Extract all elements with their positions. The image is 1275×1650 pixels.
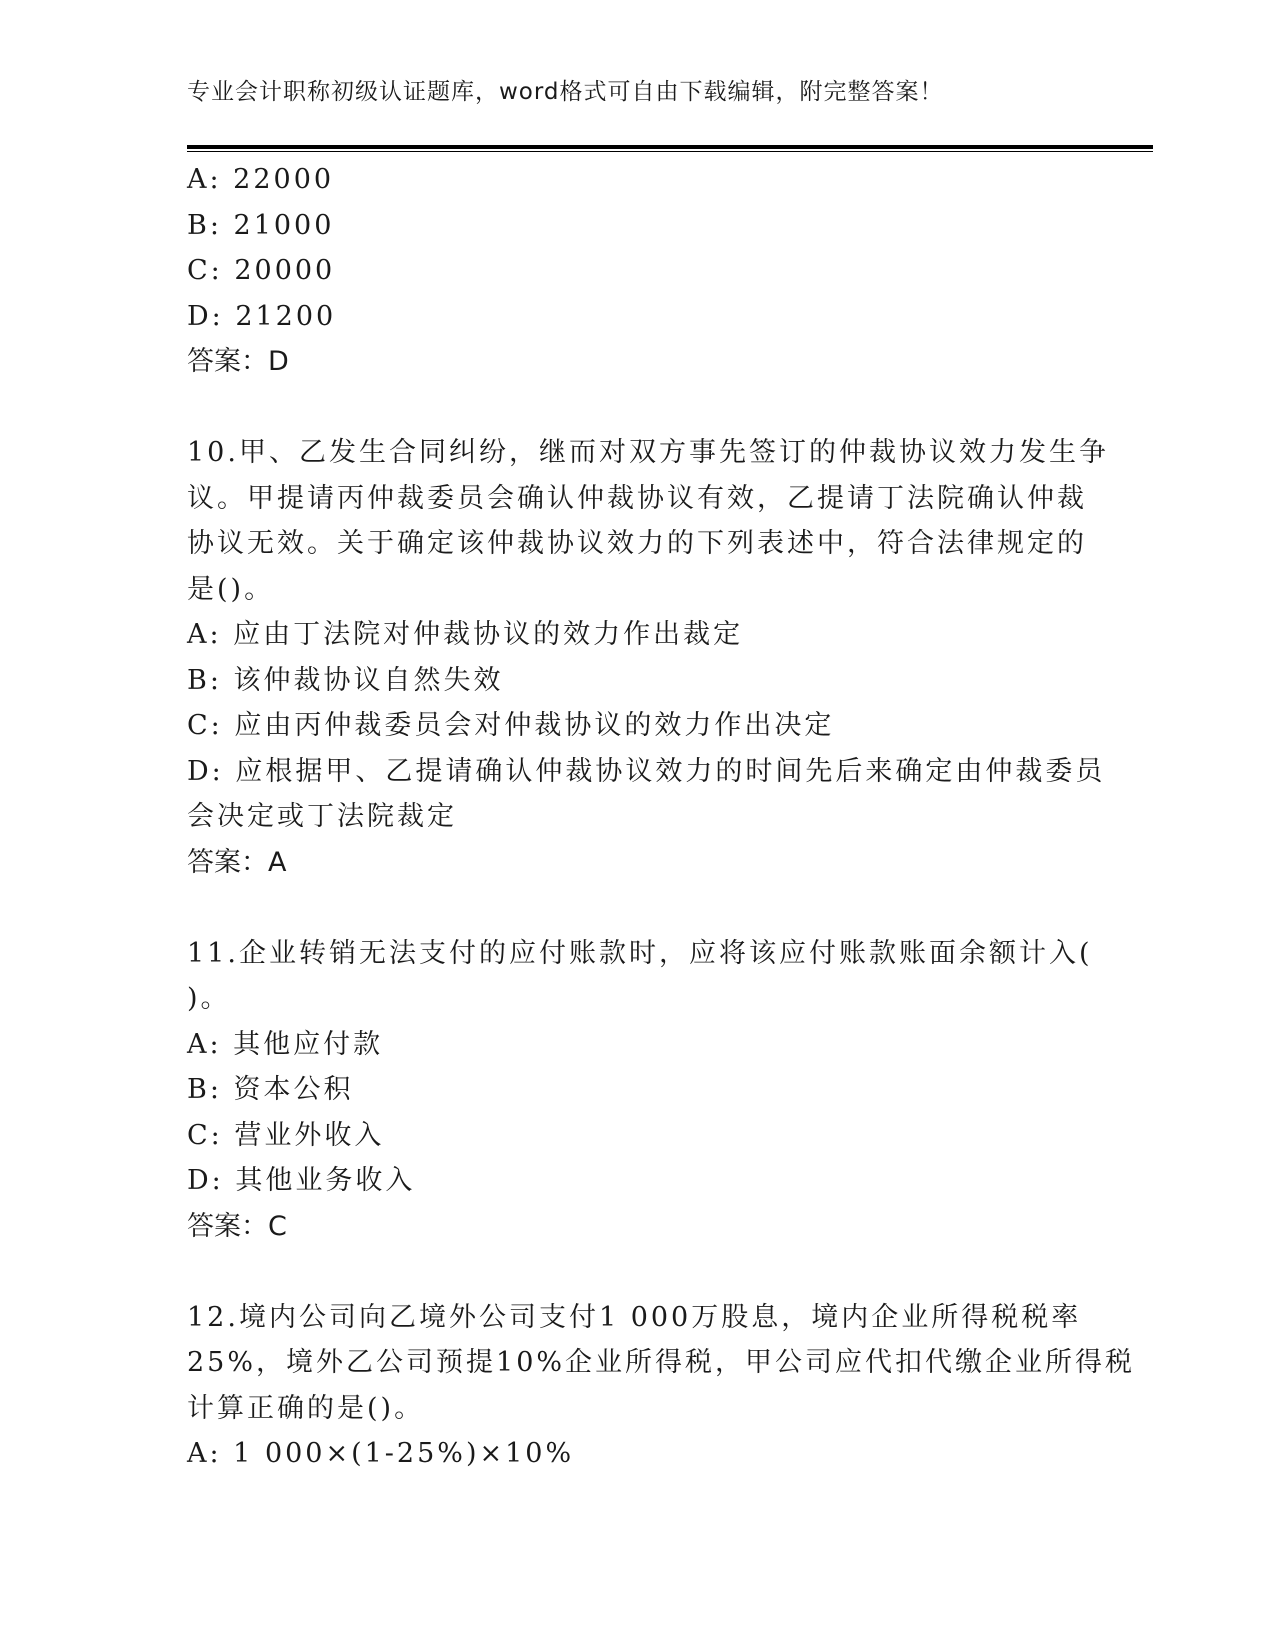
spacer bbox=[187, 885, 1087, 931]
q10-option-d: D: 应根据甲、乙提请确认仲裁协议效力的时间先后来确定由仲裁委员 bbox=[187, 755, 1106, 787]
q11-option-a: A: 其他应付款 bbox=[187, 1028, 384, 1060]
q11-answer: 答案：C bbox=[187, 1210, 287, 1242]
q10-stem-line: 10.甲、乙发生合同纠纷，继而对双方事先签订的仲裁协议效力发生争 bbox=[187, 437, 1109, 468]
q10-option-d-cont: 会决定或丁法院裁定 bbox=[187, 801, 457, 832]
q10-answer: 答案：A bbox=[187, 846, 287, 878]
header-rule-thin bbox=[187, 151, 1153, 152]
header-rule-thick bbox=[187, 145, 1153, 149]
q9-option-d: D: 21200 bbox=[187, 300, 337, 332]
q9-option-c: C: 20000 bbox=[187, 255, 336, 286]
page-header: 专业会计职称初级认证题库，word格式可自由下载编辑，附完整答案！ bbox=[187, 79, 944, 105]
q12-stem-line: 计算正确的是()。 bbox=[187, 1392, 425, 1424]
q10-stem-line: 协议无效。关于确定该仲裁协议效力的下列表述中，符合法律规定的 bbox=[187, 528, 1087, 559]
q10-option-a: A: 应由丁法院对仲裁协议的效力作出裁定 bbox=[187, 619, 744, 650]
q9-option-a: A: 22000 bbox=[187, 164, 335, 195]
q11-option-b: B: 资本公积 bbox=[187, 1074, 354, 1105]
q12-stem-line: 12.境内公司向乙境外公司支付1 000万股息，境内企业所得税税率 bbox=[187, 1301, 1082, 1333]
q9-option-b: B: 21000 bbox=[187, 209, 335, 241]
q11-stem-line: 11.企业转销无法支付的应付账款时，应将该应付账款账面余额计入( bbox=[187, 937, 1093, 969]
q11-option-c: C: 营业外收入 bbox=[187, 1119, 385, 1151]
spacer bbox=[187, 1249, 1087, 1295]
q11-stem-line: )。 bbox=[187, 983, 231, 1014]
q9-answer: 答案：D bbox=[187, 346, 289, 377]
q12-stem-line: 25%，境外乙公司预提10%企业所得税，甲公司应代扣代缴企业所得税 bbox=[187, 1347, 1136, 1378]
q10-stem-line: 议。甲提请丙仲裁委员会确认仲裁协议有效，乙提请丁法院确认仲裁 bbox=[187, 482, 1087, 514]
q12-option-a: A: 1 000×(1-25%)×10% bbox=[187, 1438, 575, 1469]
document-body bbox=[187, 157, 1136, 1477]
spacer bbox=[187, 385, 1087, 431]
q10-stem-line: 是()。 bbox=[187, 573, 275, 605]
q10-option-c: C: 应由丙仲裁委员会对仲裁协议的效力作出决定 bbox=[187, 710, 835, 741]
q10-option-b: B: 该仲裁协议自然失效 bbox=[187, 664, 504, 696]
q11-option-d: D: 其他业务收入 bbox=[187, 1165, 416, 1196]
